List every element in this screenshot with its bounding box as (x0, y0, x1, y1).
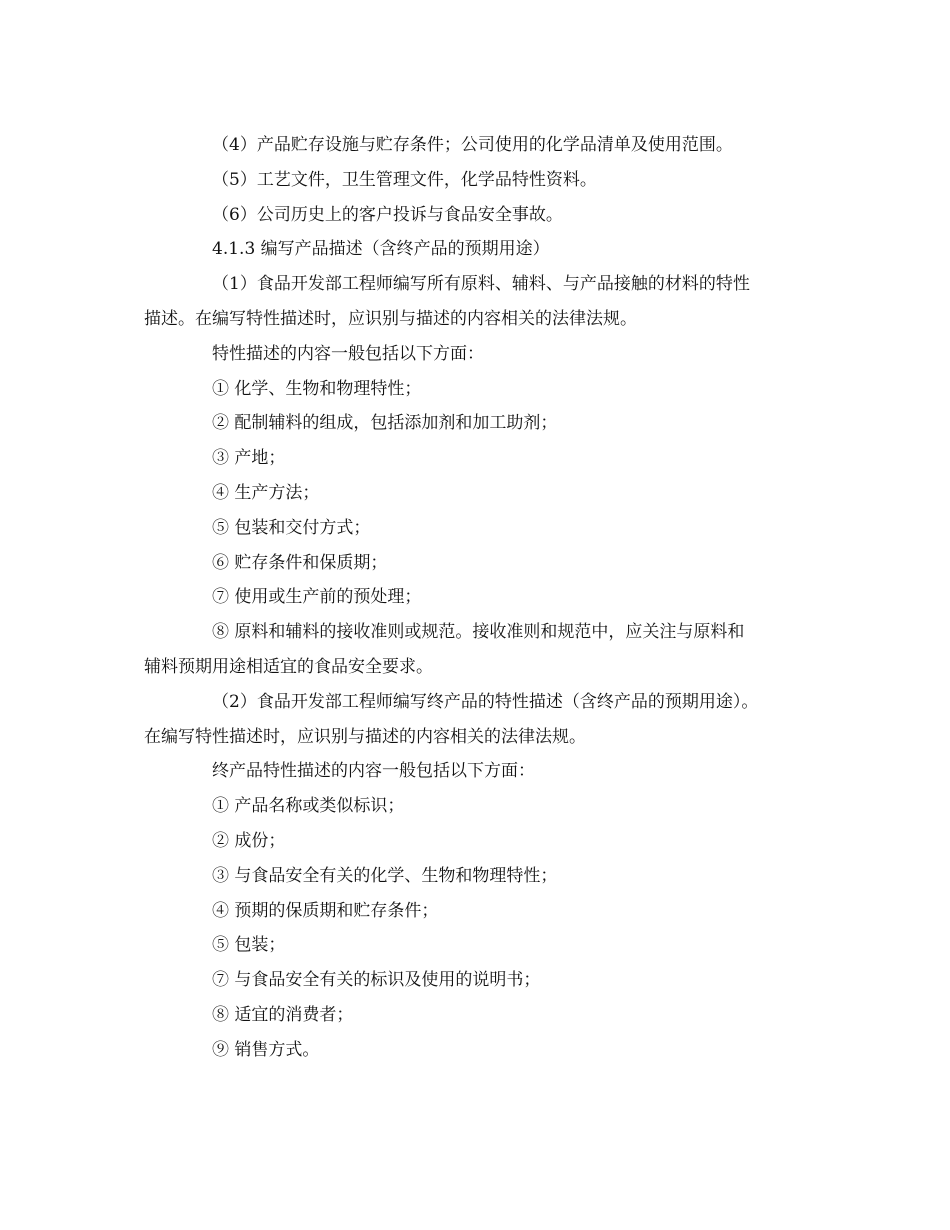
list-item: ⑥ 贮存条件和保质期； (212, 552, 388, 573)
section-heading-4-1-3: 4.1.3 编写产品描述（含终产品的预期用途） (212, 239, 550, 260)
list-item: ③ 与食品安全有关的化学、生物和物理特性； (212, 865, 558, 886)
list-item: ⑧ 适宜的消费者； (212, 1004, 354, 1025)
list-item: ④ 生产方法； (212, 482, 320, 503)
paragraph-description-contents-intro: 特性描述的内容一般包括以下方面： (212, 343, 484, 364)
paragraph-final-product-description-line1: （2）食品开发部工程师编写终产品的特性描述（含终产品的预期用途）。 (212, 691, 759, 712)
list-item: ⑦ 使用或生产前的预处理； (212, 587, 422, 608)
paragraph-storage-conditions: （4）产品贮存设施与贮存条件；公司使用的化学品清单及使用范围。 (212, 135, 733, 155)
list-item: ① 产品名称或类似标识； (212, 796, 405, 817)
paragraph-final-product-description-line2: 在编写特性描述时，应识别与描述的内容相关的法律法规。 (144, 726, 586, 747)
list-item: ④ 预期的保质期和贮存条件； (212, 900, 439, 921)
paragraph-raw-material-description-line2: 描述。在编写特性描述时，应识别与描述的内容相关的法律法规。 (144, 308, 637, 329)
list-item: ⑤ 包装； (212, 935, 286, 956)
paragraph-process-documents: （5）工艺文件，卫生管理文件，化学品特性资料。 (212, 169, 597, 190)
paragraph-complaint-history: （6）公司历史上的客户投诉与食品安全事故。 (212, 204, 563, 225)
list-item-continuation: 辅料预期用途相适宜的食品安全要求。 (144, 656, 433, 677)
paragraph-final-product-contents-intro: 终产品特性描述的内容一般包括以下方面： (212, 761, 535, 782)
list-item: ③ 产地； (212, 448, 286, 469)
list-item: ① 化学、生物和物理特性； (212, 378, 422, 399)
list-item: ⑤ 包装和交付方式； (212, 517, 371, 538)
list-item: ② 成份； (212, 830, 286, 851)
paragraph-raw-material-description-line1: （1）食品开发部工程师编写所有原料、辅料、与产品接触的材料的特性 (212, 274, 750, 295)
list-item: ⑨ 销售方式。 (212, 1039, 320, 1060)
list-item: ⑦ 与食品安全有关的标识及使用的说明书； (212, 970, 541, 991)
list-item: ⑧ 原料和辅料的接收准则或规范。接收准则和规范中，应关注与原料和 (212, 622, 745, 643)
document-body (144, 128, 814, 1068)
list-item: ② 配制辅料的组成，包括添加剂和加工助剂； (212, 413, 558, 434)
